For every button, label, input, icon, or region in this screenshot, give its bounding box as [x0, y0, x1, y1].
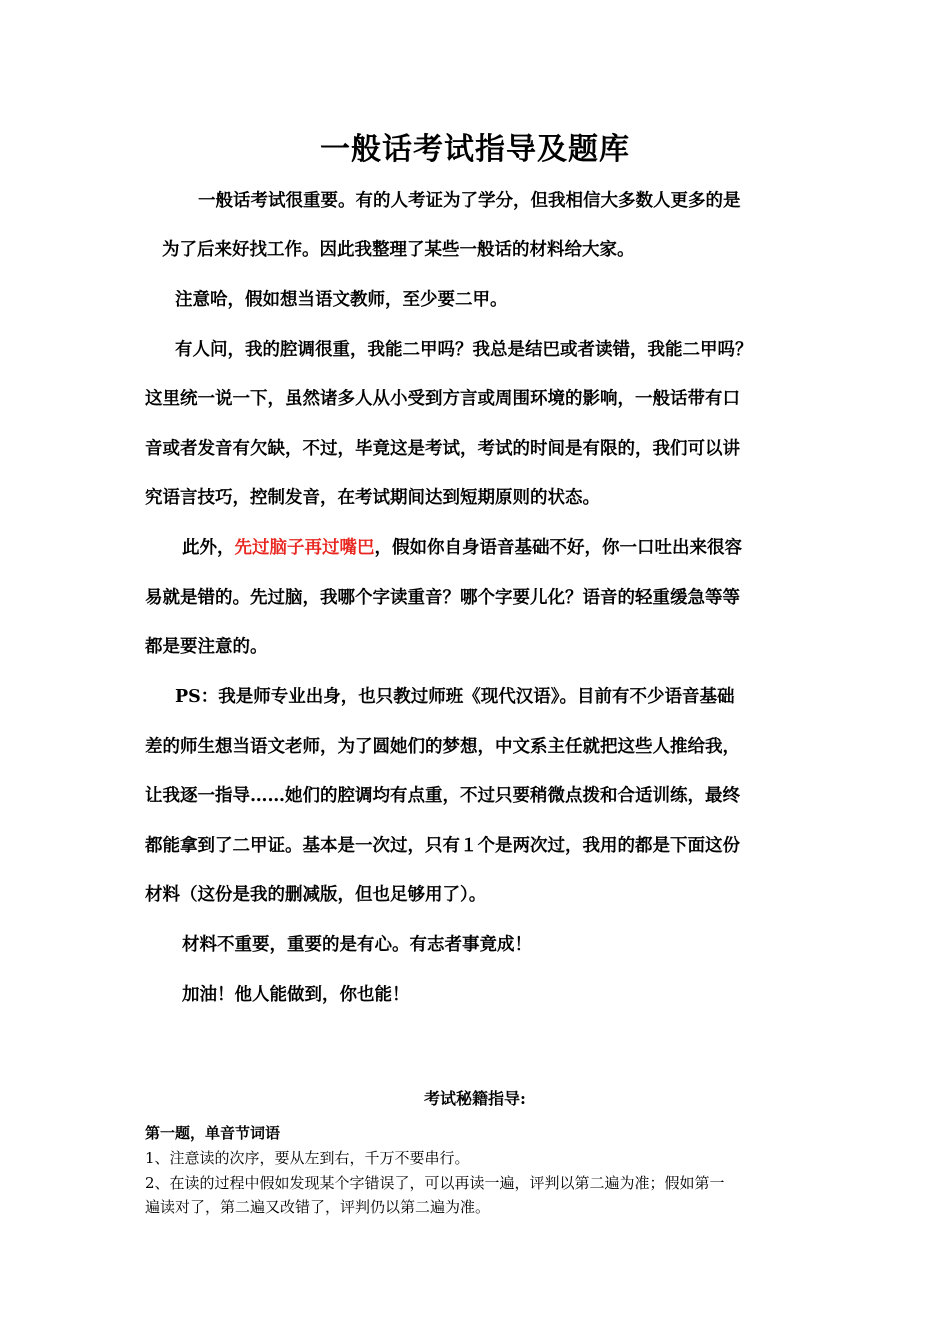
intro-line-1: 一般话考试很重要。有的人考证为了学分，但我相信大多数人更多的是	[198, 191, 741, 211]
ps-line-5: 材料（这份是我的删减版，但也足够用了）。	[145, 885, 487, 905]
ps-line-4: 都能拿到了二甲证。基本是一次过，只有１个是两次过，我用的都是下面这份	[145, 836, 740, 856]
guide-item-1: 1、注意读的次序，要从左到右，千万不要串行。	[145, 1149, 470, 1167]
highlight-line-1	[182, 535, 742, 561]
question-line-2: 这里统一说一下，虽然诸多人从小受到方言或周围环境的影响，一般话带有口	[145, 389, 740, 409]
note-line: 注意哈，假如想当语文教师，至少要二甲。	[175, 290, 508, 310]
document-title: 一般话考试指导及题库	[320, 132, 630, 167]
closing-line-1: 材料不重要，重要的是有心。有志者事竟成！	[182, 935, 532, 955]
guide-subheading: 第一题，单音节词语	[145, 1124, 281, 1142]
intro-line-2: 为了后来好找工作。因此我整理了某些一般话的材料给大家。	[162, 240, 635, 260]
guide-heading: 考试秘籍指导:	[424, 1089, 526, 1108]
highlight-phrase: 先过脑子再过嘴巴	[234, 538, 375, 558]
question-line-4: 究语言技巧，控制发音，在考试期间达到短期原则的状态。	[145, 488, 600, 508]
question-line-3: 音或者发音有欠缺，不过，毕竟这是考试，考试的时间是有限的，我们可以讲	[145, 439, 740, 459]
guide-item-2: 2、在读的过程中假如发现某个字错误了，可以再读一遍，评判以第二遍为准；假如第一	[145, 1174, 725, 1192]
question-line-1: 有人问，我的腔调很重，我能二甲吗？我总是结巴或者读错，我能二甲吗？	[175, 340, 753, 360]
highlight-suffix: ，假如你自身语音基础不好，你一口吐出来很容	[374, 538, 742, 558]
ps-line-2: 差的师生想当语文老师，为了圆她们的梦想，中文系主任就把这些人推给我，	[145, 737, 740, 757]
highlight-line-3: 都是要注意的。	[145, 637, 268, 657]
highlight-line-2: 易就是错的。先过脑，我哪个字读重音？哪个字要儿化？语音的轻重缓急等等	[145, 588, 740, 608]
highlight-prefix: 此外，	[182, 538, 235, 558]
guide-item-2-cont: 遍读对了，第二遍又改错了，评判仍以第二遍为准。	[145, 1198, 491, 1216]
ps-line-1: PS：我是师专业出身，也只教过师班《现代汉语》。目前有不少语音基础	[175, 687, 735, 707]
ps-line-3: 让我逐一指导……她们的腔调均有点重，不过只要稍微点拨和合适训练，最终	[145, 786, 740, 806]
closing-line-2: 加油！他人能做到，你也能！	[182, 985, 410, 1005]
